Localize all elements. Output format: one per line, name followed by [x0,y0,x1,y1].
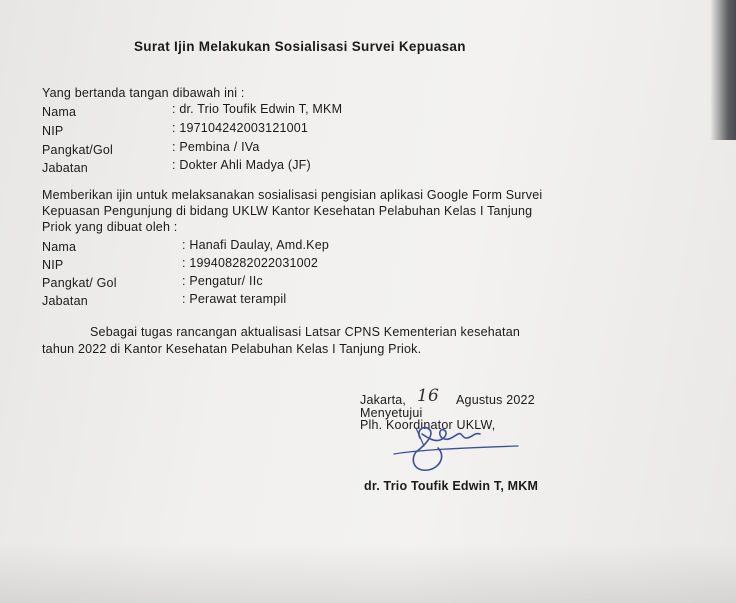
recipient-nip-value: : 199408282022031002 [182,256,319,270]
permission-line-3: Priok yang dibuat oleh : [42,220,178,234]
recipient-name-value: : Hanafi Daulay, Amd.Kep [182,238,330,252]
purpose-line-2: tahun 2022 di Kantor Kesehatan Pelabuhan Kelas I Tanjung Priok. [42,342,422,356]
purpose-line-1: Sebagai tugas rancangan aktualisasi Latsar CPNS Kementerian kesehatan [90,325,521,339]
page-bottom-shade [0,543,736,603]
recipient-position-label: Jabatan [42,294,88,308]
signer-rank-value: : Pembina / IVa [172,140,260,154]
page-edge-shadow [710,0,736,140]
recipient-nip-label: NIP [42,258,64,272]
recipient-position-value: : Perawat terampil [182,292,287,306]
closing-place: Jakarta, [360,393,407,407]
closing-month-year: Agustus 2022 [456,393,535,407]
letter-title: Surat Ijin Melakukan Sosialisasi Survei Kepuasan [134,39,466,54]
signer-position-value: : Dokter Ahli Madya (JF) [172,158,311,172]
signer-position-label: Jabatan [42,161,88,175]
signer-nip-label: NIP [42,124,64,138]
signer-printed-name: dr. Trio Toufik Edwin T, MKM [364,479,539,493]
closing-approve: Menyetujui [360,406,423,420]
signer-nip-value: : 197104242003121001 [172,121,309,135]
recipient-name-label: Nama [42,240,77,254]
signer-name-label: Nama [42,105,77,119]
recipient-rank-label: Pangkat/ Gol [42,276,117,290]
intro-line: Yang bertanda tangan dibawah ini : [42,86,245,100]
recipient-rank-value: : Pengatur/ IIc [182,274,263,288]
signer-rank-label: Pangkat/Gol [42,143,113,157]
closing-role: Plh. Koordinator UKLW, [360,418,496,432]
signer-name-value: : dr. Trio Toufik Edwin T, MKM [172,102,343,116]
permission-line-2: Kepuasan Pengunjung di bidang UKLW Kantor Kesehatan Pelabuhan Kelas I Tanjung [42,204,533,218]
permission-line-1: Memberikan ijin untuk melaksanakan sosialisasi pengisian aplikasi Google Form Survei [42,188,543,202]
signature-mark [388,416,528,478]
closing-day-handwritten: 16 [417,386,440,406]
